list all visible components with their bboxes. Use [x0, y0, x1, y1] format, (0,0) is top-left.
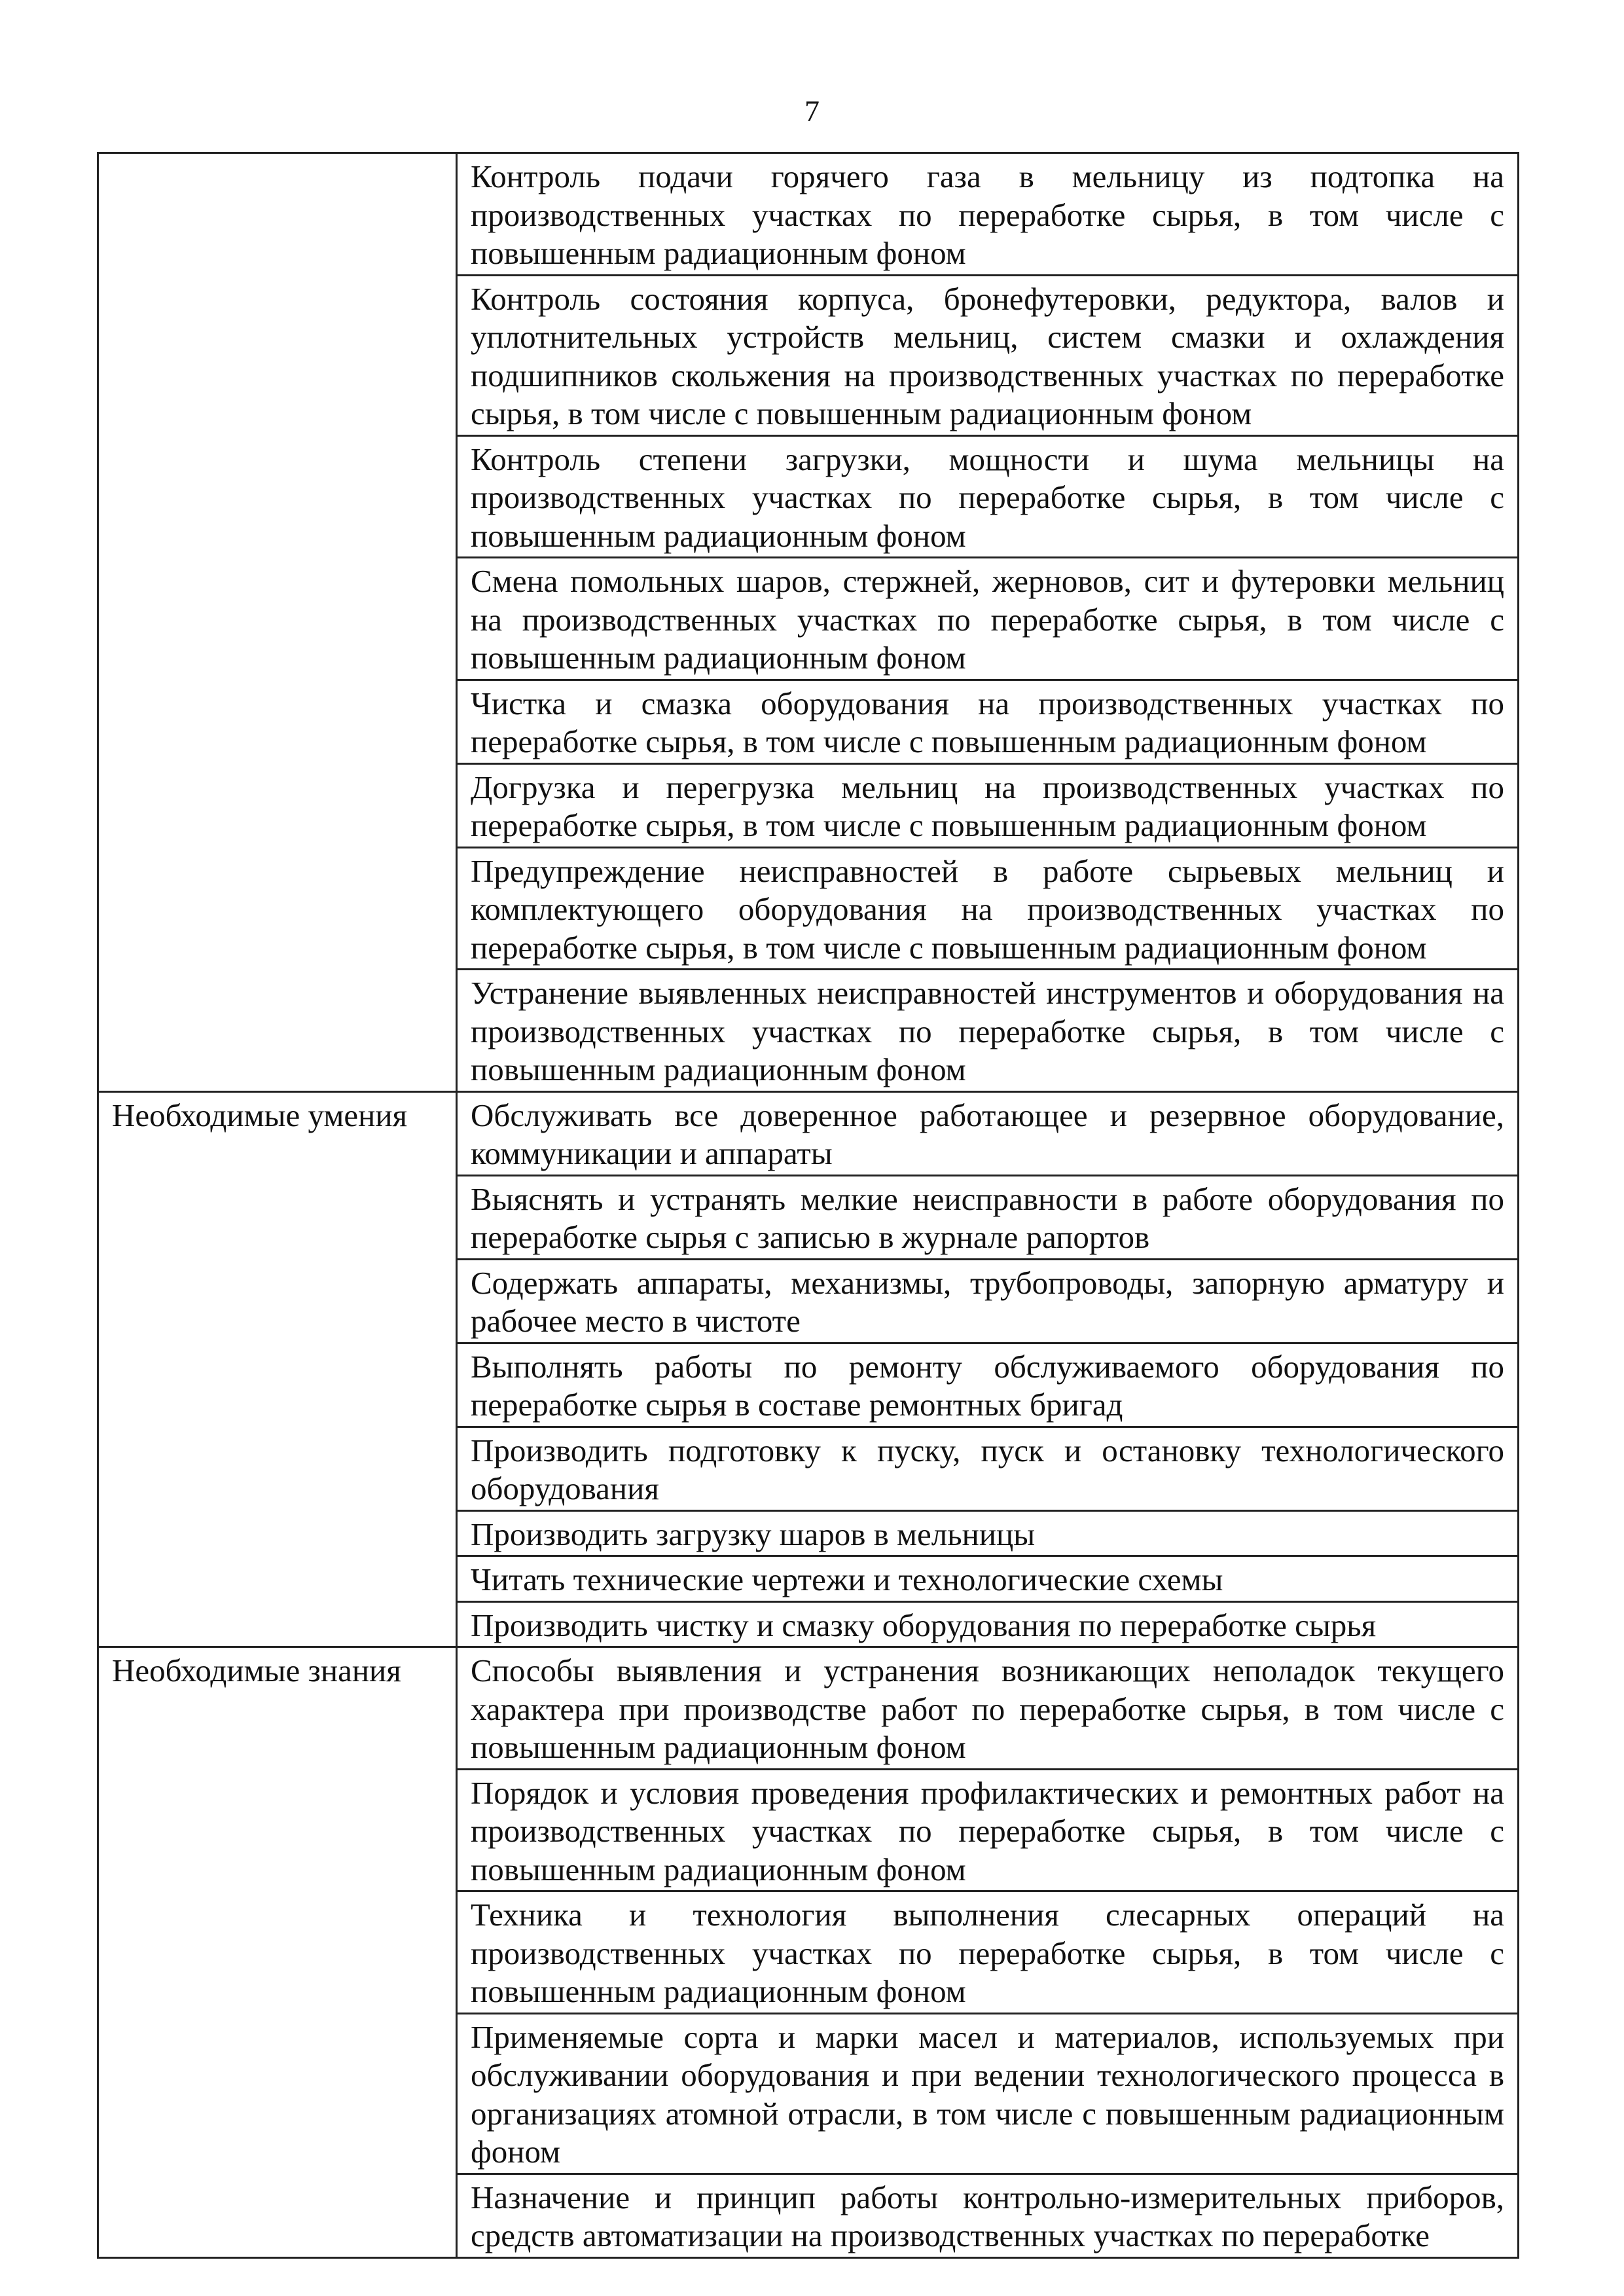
table-cell: Устранение выявленных неисправностей инструментов и оборудования на производственных участках по переработке сырья, в том числе с повышенным радиационным фоном: [457, 970, 1519, 1092]
table-cell: Контроль подачи горячего газа в мельницу из подтопка на производственных участках по переработке сырья, в том числе с повышенным радиационным фоном: [457, 153, 1519, 276]
table-cell: Смена помольных шаров, стержней, жерновов, сит и футеровки мельниц на производственных участках по переработке сырья, в том числе с повышенным радиационным фоном: [457, 558, 1519, 680]
section-label: Необходимые знания: [98, 1647, 457, 2258]
table-cell: Применяемые сорта и марки масел и материалов, используемых при обслуживании оборудования и при ведении технологического процесса в организациях атомной отрасли, в том числе с повышенным радиационным фоном: [457, 2013, 1519, 2174]
table-cell: Читать технические чертежи и технологические схемы: [457, 1556, 1519, 1602]
table-cell: Содержать аппараты, механизмы, трубопроводы, запорную арматуру и рабочее место в чистоте: [457, 1259, 1519, 1343]
table-cell: Техника и технология выполнения слесарных операций на производственных участках по переработке сырья, в том числе с повышенным радиационным фоном: [457, 1891, 1519, 2014]
table-cell: Способы выявления и устранения возникающих неполадок текущего характера при производстве работ по переработке сырья, в том числе с повышенным радиационным фоном: [457, 1647, 1519, 1770]
table-row: [98, 1091, 1519, 1175]
table-cell: Производить подготовку к пуску, пуск и остановку технологического оборудования: [457, 1427, 1519, 1510]
section-label: Необходимые умения: [98, 1091, 457, 1647]
requirements-table: [97, 152, 1519, 2259]
table-cell: Чистка и смазка оборудования на производственных участках по переработке сырья, в том числе с повышенным радиационным фоном: [457, 680, 1519, 763]
table-cell: Обслуживать все доверенное работающее и резервное оборудование, коммуникации и аппараты: [457, 1091, 1519, 1175]
table-cell: Контроль состояния корпуса, бронефутеровки, редуктора, валов и уплотнительных устройств мельниц, систем смазки и охлаждения подшипников скольжения на производственных участках по переработке сырья, в том числе с повышенным радиационным фоном: [457, 275, 1519, 435]
table-cell: Порядок и условия проведения профилактических и ремонтных работ на производственных участках по переработке сырья, в том числе с повышенным радиационным фоном: [457, 1769, 1519, 1891]
table-cell: Назначение и принцип работы контрольно-измерительных приборов, средств автоматизации на производственных участках по переработке: [457, 2174, 1519, 2257]
table-cell: Выполнять работы по ремонту обслуживаемого оборудования по переработке сырья в составе ремонтных бригад: [457, 1343, 1519, 1427]
table-cell: Выяснять и устранять мелкие неисправности в работе оборудования по переработке сырья с записью в журнале рапортов: [457, 1175, 1519, 1259]
section-label: [98, 153, 457, 1092]
table-cell: Предупреждение неисправностей в работе сырьевых мельниц и комплектующего оборудования на производственных участках по переработке сырья, в том числе с повышенным радиационным фоном: [457, 847, 1519, 970]
table-cell: Догрузка и перегрузка мельниц на производственных участках по переработке сырья, в том числе с повышенным радиационным фоном: [457, 763, 1519, 847]
table-cell: Контроль степени загрузки, мощности и шума мельницы на производственных участках по переработке сырья, в том числе с повышенным радиационным фоном: [457, 435, 1519, 558]
table-row: [98, 153, 1519, 276]
table-cell: Производить чистку и смазку оборудования по переработке сырья: [457, 1601, 1519, 1647]
table-cell: Производить загрузку шаров в мельницы: [457, 1510, 1519, 1556]
page-number: 7: [804, 94, 820, 128]
table-row: [98, 1647, 1519, 1770]
